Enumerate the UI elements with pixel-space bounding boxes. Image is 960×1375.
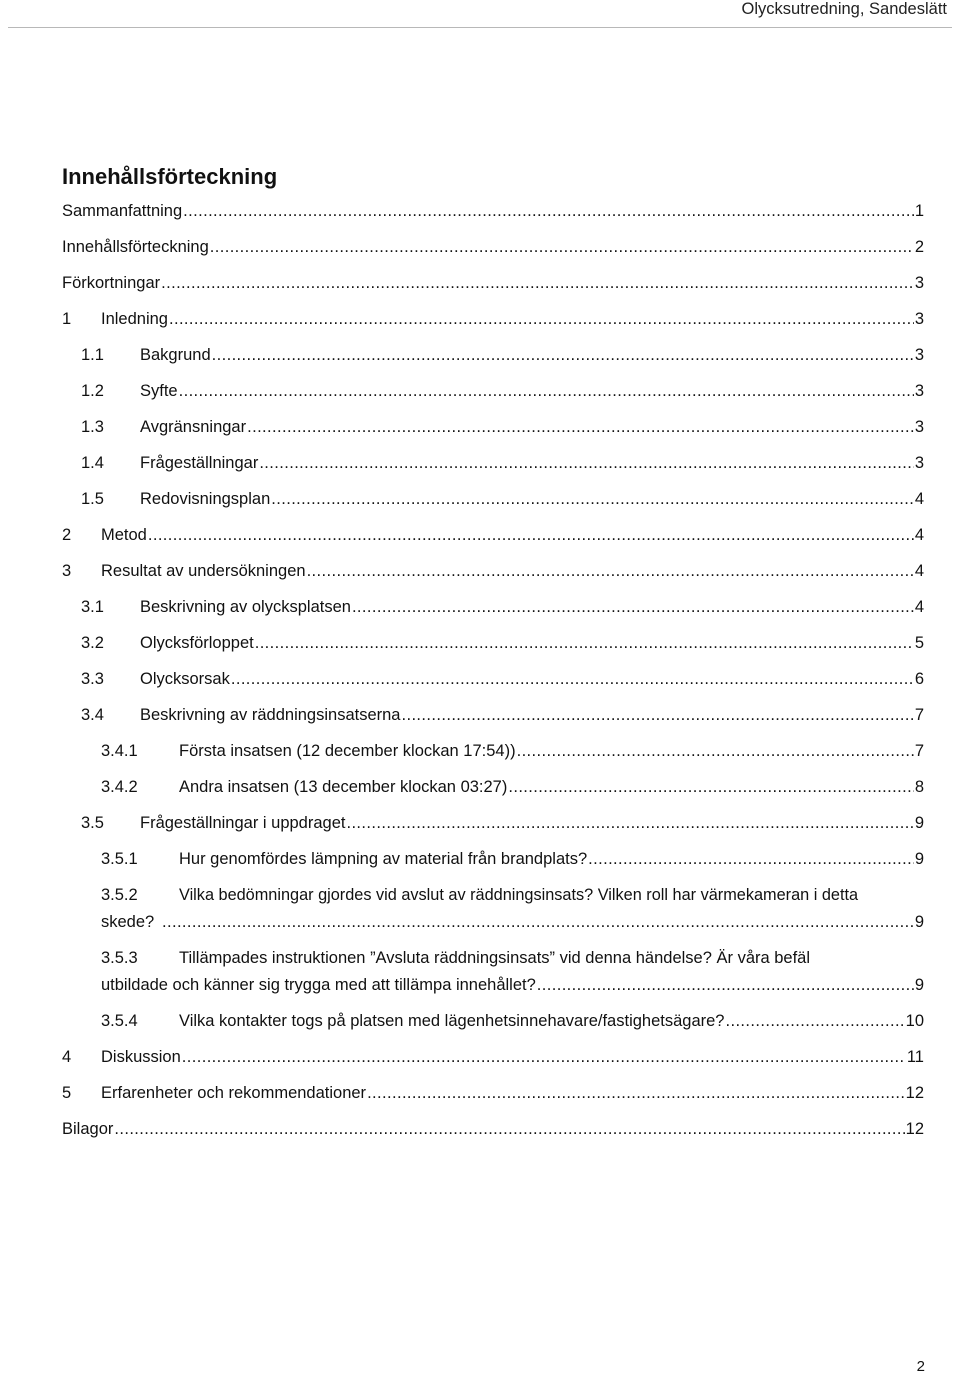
dot-leader <box>247 415 914 439</box>
toc-entry-page: 9 <box>914 850 924 868</box>
toc-entry-title-continued: utbildade och känner sig trygga med att tillämpa innehållet? <box>101 976 536 994</box>
toc-entry-title: Vilka kontakter togs på platsen med lägenhetsinnehavare/fastighetsägare? <box>179 1012 725 1030</box>
dot-leader <box>161 271 914 295</box>
toc-entry-title: Frågeställningar <box>140 454 259 472</box>
toc-entry-title: Frågeställningar i uppdraget <box>140 814 346 832</box>
dot-leader <box>271 487 914 511</box>
toc-entry-number: 1.5 <box>81 490 104 508</box>
toc-entry[interactable] <box>0 1081 924 1105</box>
toc-entry-number: 3.4.2 <box>101 778 138 796</box>
toc-entry[interactable] <box>0 847 924 871</box>
toc-entry[interactable] <box>0 1117 924 1141</box>
dot-leader <box>517 739 914 763</box>
dot-leader <box>183 199 914 223</box>
dot-leader <box>259 451 914 475</box>
toc-entry-number: 3.5.4 <box>101 1012 138 1030</box>
toc-entry-number: 5 <box>62 1084 72 1102</box>
toc-entry-page: 4 <box>914 562 924 580</box>
dot-leader <box>148 523 914 547</box>
dot-leader <box>231 667 914 691</box>
toc-entry-page: 4 <box>914 598 924 616</box>
dot-leader <box>367 1081 905 1105</box>
toc-entry[interactable] <box>0 631 924 655</box>
toc-entry-page: 6 <box>914 670 924 688</box>
toc-entry-number: 3.5 <box>81 814 104 832</box>
toc-entry-page: 7 <box>914 742 924 760</box>
toc-entry-page: 4 <box>914 526 924 544</box>
toc-entry[interactable] <box>0 199 924 223</box>
toc-entry-title: Tillämpades instruktionen ”Avsluta räddningsinsats” vid denna händelse? Är våra befäl <box>179 949 811 967</box>
toc-entry-page: 3 <box>914 274 924 292</box>
toc-entry-page: 3 <box>914 418 924 436</box>
toc-entry-title: Erfarenheter och rekommendationer <box>101 1084 367 1102</box>
toc-entry-title: Sammanfattning <box>62 202 183 220</box>
toc-entry-number: 3.5.3 <box>101 949 138 967</box>
toc-entry[interactable] <box>0 271 924 295</box>
toc-entry[interactable] <box>0 523 924 547</box>
toc-entry[interactable] <box>0 595 924 619</box>
toc-entry-title: Beskrivning av räddningsinsatserna <box>140 706 401 724</box>
dot-leader <box>508 775 913 799</box>
toc-entry-number: 1.1 <box>81 346 104 364</box>
toc-entry-number: 3.3 <box>81 670 104 688</box>
toc-entry-title: Förkortningar <box>62 274 161 292</box>
toc-entry-number: 4 <box>62 1048 72 1066</box>
toc-entry[interactable] <box>0 775 924 799</box>
dot-leader <box>255 631 914 655</box>
toc-entry-page: 11 <box>906 1048 924 1066</box>
toc-entry-title: Olycksförloppet <box>140 634 254 652</box>
toc-entry[interactable] <box>0 343 924 367</box>
dot-leader <box>182 1045 906 1069</box>
toc-entry-number: 3.5.1 <box>101 850 138 868</box>
toc-entry-title: Redovisningsplan <box>140 490 271 508</box>
toc-entry[interactable] <box>0 811 924 835</box>
dot-leader <box>588 847 914 871</box>
toc-entry-page: 10 <box>905 1012 924 1030</box>
dot-leader <box>212 343 914 367</box>
toc-entry-page: 4 <box>914 490 924 508</box>
toc-entry-page: 3 <box>914 346 924 364</box>
toc-entry-page: 8 <box>914 778 924 796</box>
toc-entry-title: Olycksorsak <box>140 670 230 688</box>
dot-leader <box>346 811 913 835</box>
dot-leader <box>179 379 914 403</box>
toc-entry-title: Beskrivning av olycksplatsen <box>140 598 351 616</box>
running-header: Olycksutredning, Sandeslätt <box>741 0 947 18</box>
toc-entry[interactable] <box>0 235 924 259</box>
dot-leader <box>162 910 914 934</box>
toc-entry-title: Inledning <box>101 310 168 328</box>
toc-entry[interactable] <box>0 451 924 475</box>
toc-entry-title: Bakgrund <box>140 346 211 364</box>
dot-leader <box>114 1117 904 1141</box>
toc-entry-page: 5 <box>914 634 924 652</box>
dot-leader <box>307 559 914 583</box>
dot-leader <box>401 703 913 727</box>
toc-entry-title: Andra insatsen (13 december klockan 03:27) <box>179 778 508 796</box>
toc-entry-title: Diskussion <box>101 1048 181 1066</box>
toc-entry-title: Metod <box>101 526 147 544</box>
toc-entry-page: 9 <box>914 814 924 832</box>
dot-leader <box>725 1009 904 1033</box>
toc-entry[interactable] <box>0 559 924 583</box>
dot-leader <box>169 307 914 331</box>
toc-entry-page: 7 <box>914 706 924 724</box>
toc-entry-page: 9 <box>914 976 924 994</box>
dot-leader <box>537 973 914 997</box>
toc-entry[interactable] <box>0 1009 924 1033</box>
toc-entry-title: Hur genomfördes lämpning av material från brandplats? <box>179 850 588 868</box>
toc-entry-page: 1 <box>914 202 924 220</box>
toc-entry[interactable] <box>0 379 924 403</box>
dot-leader <box>210 235 914 259</box>
page-number: 2 <box>916 1358 925 1375</box>
toc-entry[interactable] <box>0 739 924 763</box>
toc-entry-page: 2 <box>914 238 924 256</box>
toc-entry-number: 2 <box>62 526 72 544</box>
toc-entry[interactable] <box>0 307 924 331</box>
toc-entry-title: Bilagor <box>62 1120 114 1138</box>
toc-entry-page: 9 <box>914 913 924 931</box>
toc-heading: Innehållsförteckning <box>62 164 278 189</box>
toc-entry-title: Syfte <box>140 382 178 400</box>
toc-entry-number: 1.3 <box>81 418 104 436</box>
toc-entry-number: 3.5.2 <box>101 886 138 904</box>
toc-entry-page: 3 <box>914 310 924 328</box>
toc-entry-title: Första insatsen (12 december klockan 17:54)) <box>179 742 516 760</box>
toc-entry-title: Resultat av undersökningen <box>101 562 306 580</box>
header-divider <box>8 27 952 28</box>
toc-entry[interactable] <box>0 415 924 439</box>
toc-entry-number: 1.2 <box>81 382 104 400</box>
toc-entry-number: 1 <box>62 310 72 328</box>
toc-entry-number: 3.4.1 <box>101 742 138 760</box>
toc-entry[interactable] <box>0 667 924 691</box>
toc-entry-page: 12 <box>905 1084 924 1102</box>
toc-entry-number: 1.4 <box>81 454 104 472</box>
toc-entry[interactable] <box>0 703 924 727</box>
toc-entry-number: 3.4 <box>81 706 104 724</box>
toc-entry-title: Vilka bedömningar gjordes vid avslut av räddningsinsats? Vilken roll har värmekameran i detta <box>179 886 859 904</box>
toc-entry-title-continued: skede? <box>101 913 155 931</box>
toc-entry[interactable] <box>0 487 924 511</box>
toc-entry-page: 3 <box>914 382 924 400</box>
toc-entry-number: 3.1 <box>81 598 104 616</box>
toc-entry-page: 12 <box>905 1120 924 1138</box>
toc-entry-title: Avgränsningar <box>140 418 247 436</box>
toc-entry[interactable] <box>0 1045 924 1069</box>
toc-entry-number: 3 <box>62 562 72 580</box>
toc-entry-number: 3.2 <box>81 634 104 652</box>
dot-leader <box>352 595 914 619</box>
toc-entry-title: Innehållsförteckning <box>62 238 209 256</box>
toc-entry-page: 3 <box>914 454 924 472</box>
